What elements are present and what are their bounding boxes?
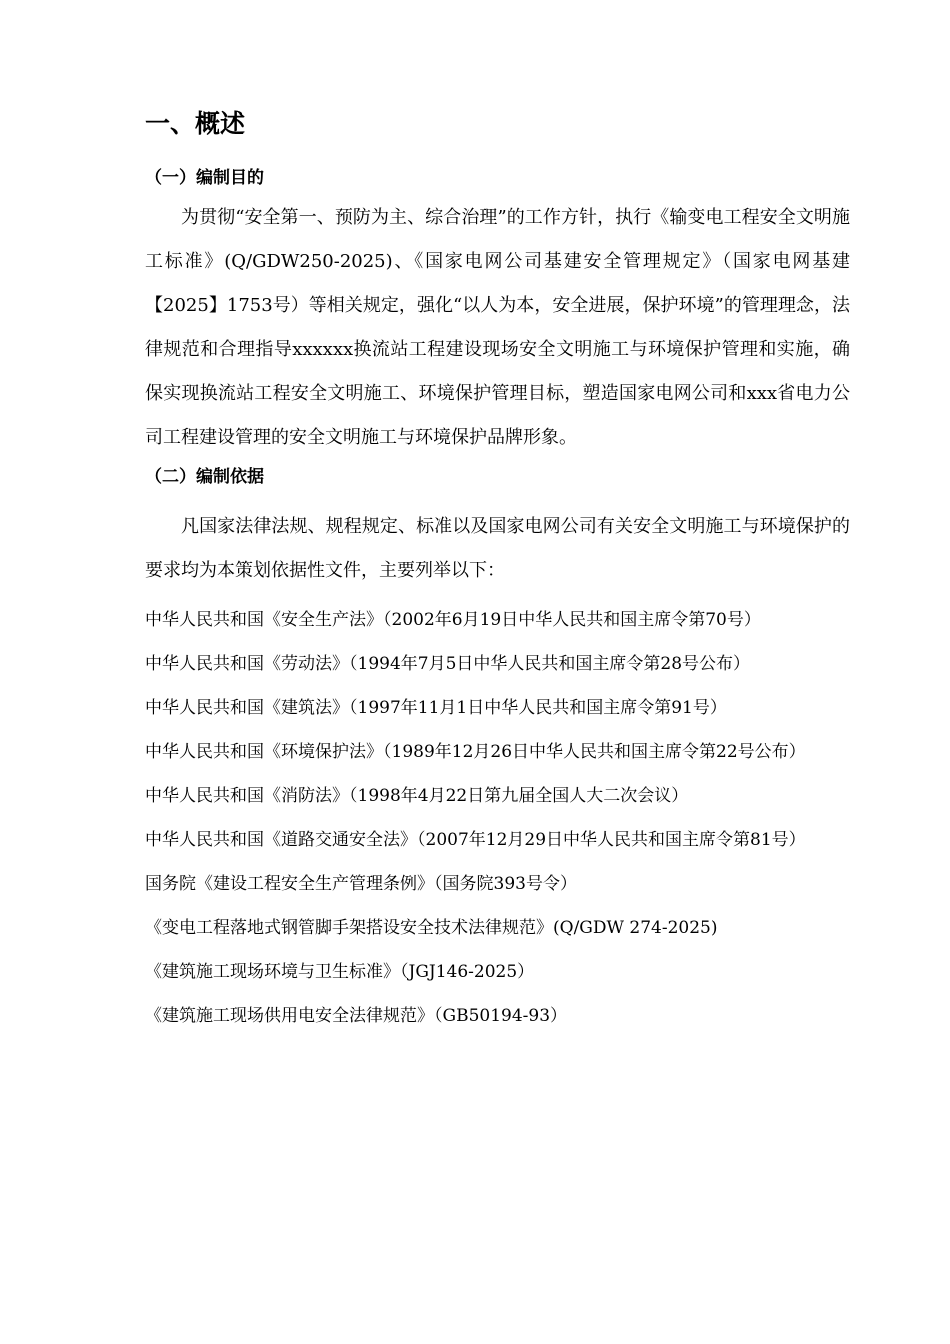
list-item: 《建筑施工现场供用电安全法律规范》（GB50194-93）	[145, 1006, 568, 1026]
basis-paragraph: 凡国家法律法规、规程规定、标准以及国家电网公司有关安全文明施工与环境保护的要求均为本策划依据性文件，主要列举以下：	[145, 516, 850, 581]
list-item: 中华人民共和国《劳动法》（1994年7月5日中华人民共和国主席令第28号公布）	[145, 654, 751, 674]
list-item: 中华人民共和国《环境保护法》（1989年12月26日中华人民共和国主席令第22号公布）	[145, 742, 806, 762]
list-item: 《变电工程落地式钢管脚手架搭设安全技术法律规范》(Q/GDW 274-2025)	[145, 918, 718, 938]
list-item: 中华人民共和国《建筑法》（1997年11月1日中华人民共和国主席令第91号）	[145, 698, 727, 718]
purpose-paragraph: 为贯彻“安全第一、预防为主、综合治理”的工作方针，执行《输变电工程安全文明施工标准》(Q/GDW250-2025)、《国家电网公司基建安全管理规定》（国家电网基建【2025】1753号）等相关规定，强化“以人为本，安全进展，保护环境”的管理理念，法律规范和合理指导xxxxxx换流站工程建设现场安全文明施工与环境保护管理和实施，确保实现换流站工程安全文明施工、环境保护管理目标，塑造国家电网公司和xxx省电力公司工程建设管理的安全文明施工与环境保护品牌形象。	[145, 207, 850, 448]
list-item: 中华人民共和国《道路交通安全法》（2007年12月29日中华人民共和国主席令第81号）	[145, 830, 806, 850]
list-item: 《建筑施工现场环境与卫生标准》（JGJ146-2025）	[145, 962, 535, 982]
list-item: 中华人民共和国《安全生产法》（2002年6月19日中华人民共和国主席令第70号）	[145, 610, 761, 630]
list-item: 中华人民共和国《消防法》（1998年4月22日第九届全国人大二次会议）	[145, 786, 689, 806]
section-title: 一、概述	[145, 109, 246, 138]
subsection-title-purpose: （一）编制目的	[145, 168, 264, 188]
list-item: 国务院《建设工程安全生产管理条例》（国务院393号令）	[145, 874, 577, 894]
subsection-title-basis: （二）编制依据	[145, 467, 264, 487]
basis-list	[145, 598, 850, 1038]
